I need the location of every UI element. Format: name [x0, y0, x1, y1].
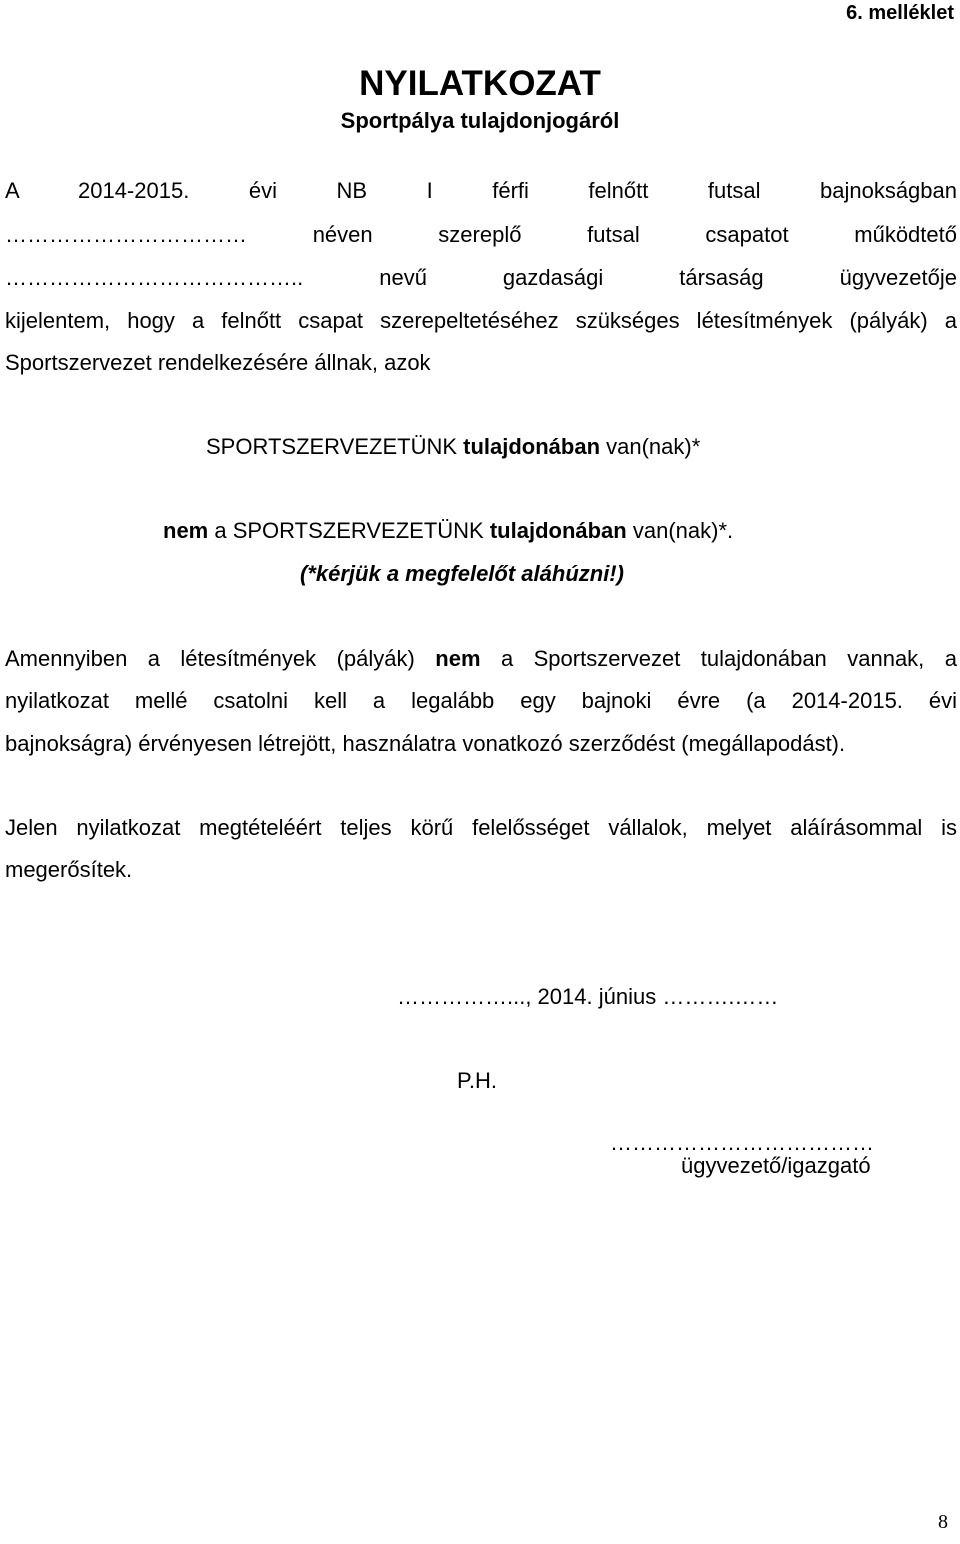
para2-line-1	[5, 646, 957, 672]
date-line: ……………..., 2014. június ……….……	[397, 984, 779, 1009]
intro-line-2-text: néven szereplő futsal csapatot működtető	[312, 222, 957, 247]
signature-line: ………………………………	[610, 1130, 874, 1155]
intro-line-5: Sportszervezet rendelkezésére állnak, azok	[5, 350, 431, 375]
underline-note	[300, 561, 624, 587]
document-title: NYILATKOZAT	[359, 64, 601, 103]
team-name-blank: ……………………………	[5, 222, 247, 247]
intro-line-2	[5, 222, 957, 248]
option-not-owned-part1: nem	[163, 518, 209, 543]
option-not-owned-part4: van(nak)*.	[626, 518, 734, 543]
para2-line-2: nyilatkozat mellé csatolni kell a legalább egy bajnoki évre (a 2014-2015. évi	[5, 688, 957, 713]
page-number: 8	[938, 1511, 948, 1533]
stamp-label: P.H.	[457, 1068, 497, 1093]
underline-note-text: (*kérjük a megfelelőt aláhúzni!)	[300, 561, 624, 586]
option-owned	[206, 434, 700, 460]
intro-line-4: kijelentem, hogy a felnőtt csapat szerepeltetéséhez szükséges létesítmények (pályák) a	[5, 308, 957, 333]
annex-label: 6. melléklet	[846, 2, 954, 24]
para2-line-1-c: a Sportszervezet tulajdonában vannak, a	[500, 646, 957, 671]
para3-line-1: Jelen nyilatkozat megtételéért teljes körű felelősséget vállalok, melyet aláírásommal is	[5, 815, 957, 840]
signature-label: ügyvezető/igazgató	[681, 1153, 871, 1178]
para2-line-1-b: nem	[435, 646, 481, 671]
option-owned-part1: SPORTSZERVEZETÜNK	[206, 434, 464, 459]
intro-line-3-text: nevű gazdasági társaság ügyvezetője	[379, 265, 957, 290]
intro-line-1: A 2014-2015. évi NB I férfi felnőtt futsal bajnokságban	[5, 178, 957, 203]
company-name-blank: …………………………………..	[5, 265, 304, 290]
para2-line-1-a: Amennyiben a létesítmények (pályák)	[5, 646, 415, 671]
para2-line-3: bajnokságra) érvényesen létrejött, használatra vonatkozó szerződést (megállapodást).	[5, 731, 846, 756]
para3-line-2: megerősítek.	[5, 857, 133, 882]
option-not-owned-part3: tulajdonában	[489, 518, 627, 543]
document-subtitle: Sportpálya tulajdonjogáról	[340, 108, 620, 133]
option-owned-part3: van(nak)*	[600, 434, 701, 459]
option-not-owned-part2: a SPORTSZERVEZETÜNK	[208, 518, 490, 543]
option-owned-part2: tulajdonában	[463, 434, 601, 459]
intro-line-3	[5, 265, 957, 291]
option-not-owned	[163, 518, 733, 544]
